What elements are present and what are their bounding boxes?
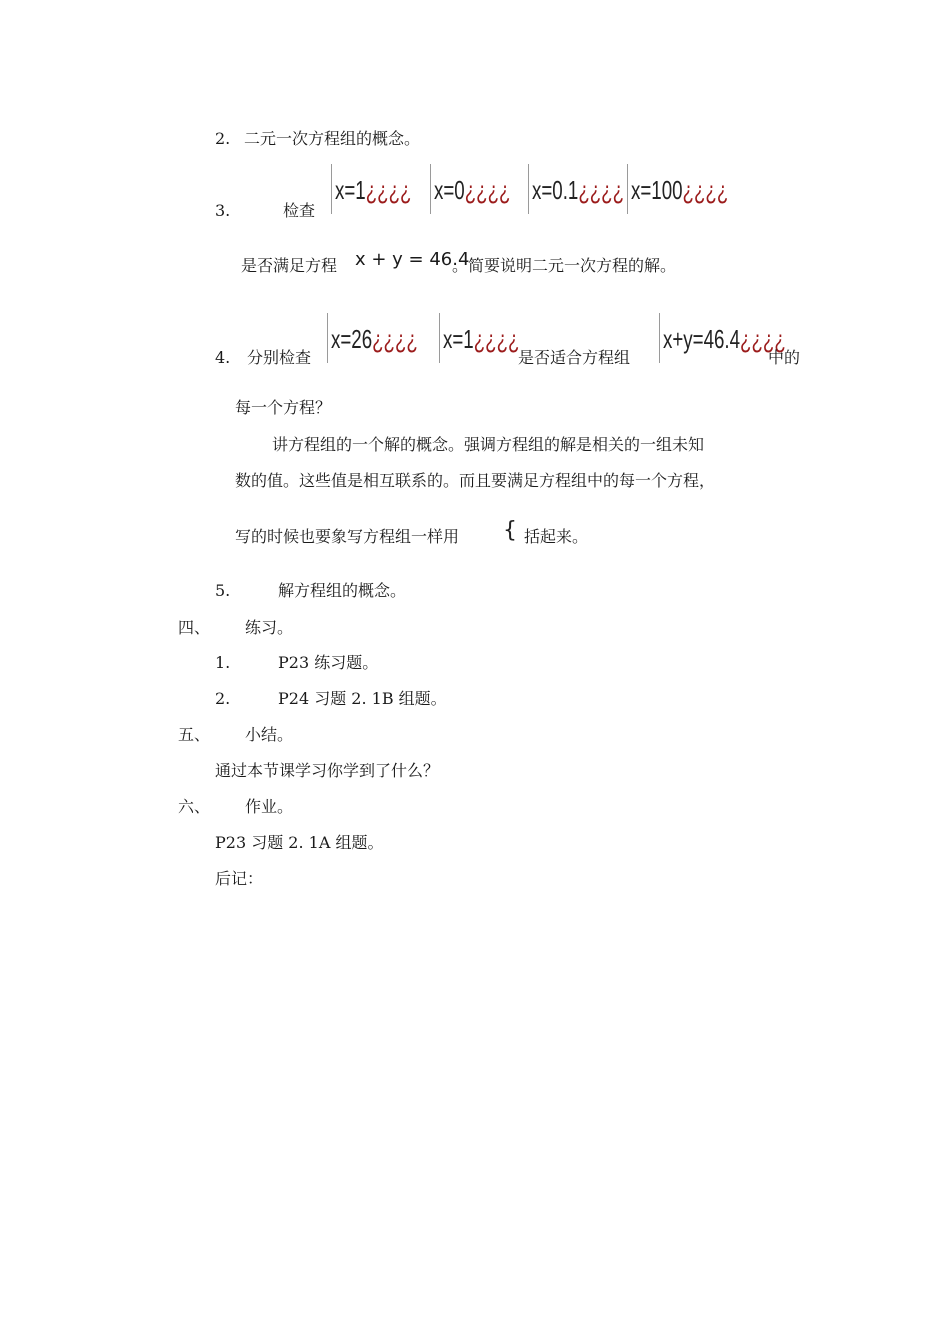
equation-x-1: x=1¿¿¿¿ [335,175,412,205]
equation-x-0: x=0¿¿¿¿ [434,175,511,205]
item-5-text: 解方程组的概念。 [278,581,407,600]
item-2-number: 2. [215,129,231,148]
section-5-number: 五、 [178,725,211,744]
paragraph-line-1: 讲方程组的一个解的概念。强调方程组的解是相关的一组未知 [272,435,705,454]
section-4-number: 四、 [178,618,211,637]
item-4-label: 分别检查 [247,348,312,367]
equation-x-100: x=100¿¿¿¿ [631,175,729,205]
section-4-sub2-text: P24 习题 2. 1B 组题。 [278,689,447,708]
paragraph-line-3-suffix: 括起来。 [524,527,589,546]
item-3-line2-prefix: 是否满足方程 [241,256,338,275]
section-4-sub2-number: 2. [215,689,231,708]
equation-x-plus-y: x + y = 46.4 [355,249,470,270]
section-6-title: 作业。 [245,797,294,816]
equation-bracket [430,164,431,214]
paragraph-line-2: 数的值。这些值是相互联系的。而且要满足方程组中的每一个方程， [235,471,716,490]
equation-bracket [439,313,440,363]
section-4-sub1-text: P23 练习题。 [278,653,379,672]
section-6-number: 六、 [178,797,211,816]
item-3-line2-suffix: 。简要说明二元一次方程的解。 [452,256,677,275]
equation-x-26: x=26¿¿¿¿ [331,324,418,354]
section-4-title: 练习。 [245,618,294,637]
item-4-end-text: 中的 [768,348,801,367]
item-4-middle-text: 是否适合方程组 [518,348,631,367]
item-4-line2: 每一个方程？ [235,398,332,417]
section-5-text: 通过本节课学习你学到了什么？ [215,761,440,780]
section-4-sub1-number: 1. [215,653,231,672]
item-5-number: 5. [215,581,231,600]
equation-bracket [327,313,328,363]
item-4-number: 4. [215,348,231,367]
equation-bracket [659,313,660,363]
equation-x-0-1: x=0.1¿¿¿¿ [532,175,625,205]
section-6-text: P23 习题 2. 1A 组题。 [215,833,384,852]
afterword-label: 后记： [215,869,264,888]
equation-bracket [331,164,332,214]
item-2-text: 二元一次方程组的概念。 [244,129,421,148]
item-3-label: 检查 [283,201,316,220]
section-5-title: 小结。 [245,725,294,744]
equation-x-1: x=1¿¿¿¿ [443,324,520,354]
equation-x-plus-y-46-4: x+y=46.4¿¿¿¿ [663,324,786,354]
brace-symbol: { [503,518,517,543]
paragraph-line-3-prefix: 写的时候也要象写方程组一样用 [235,527,460,546]
equation-bracket [528,164,529,214]
item-3-number: 3. [215,201,231,220]
equation-bracket [627,164,628,214]
